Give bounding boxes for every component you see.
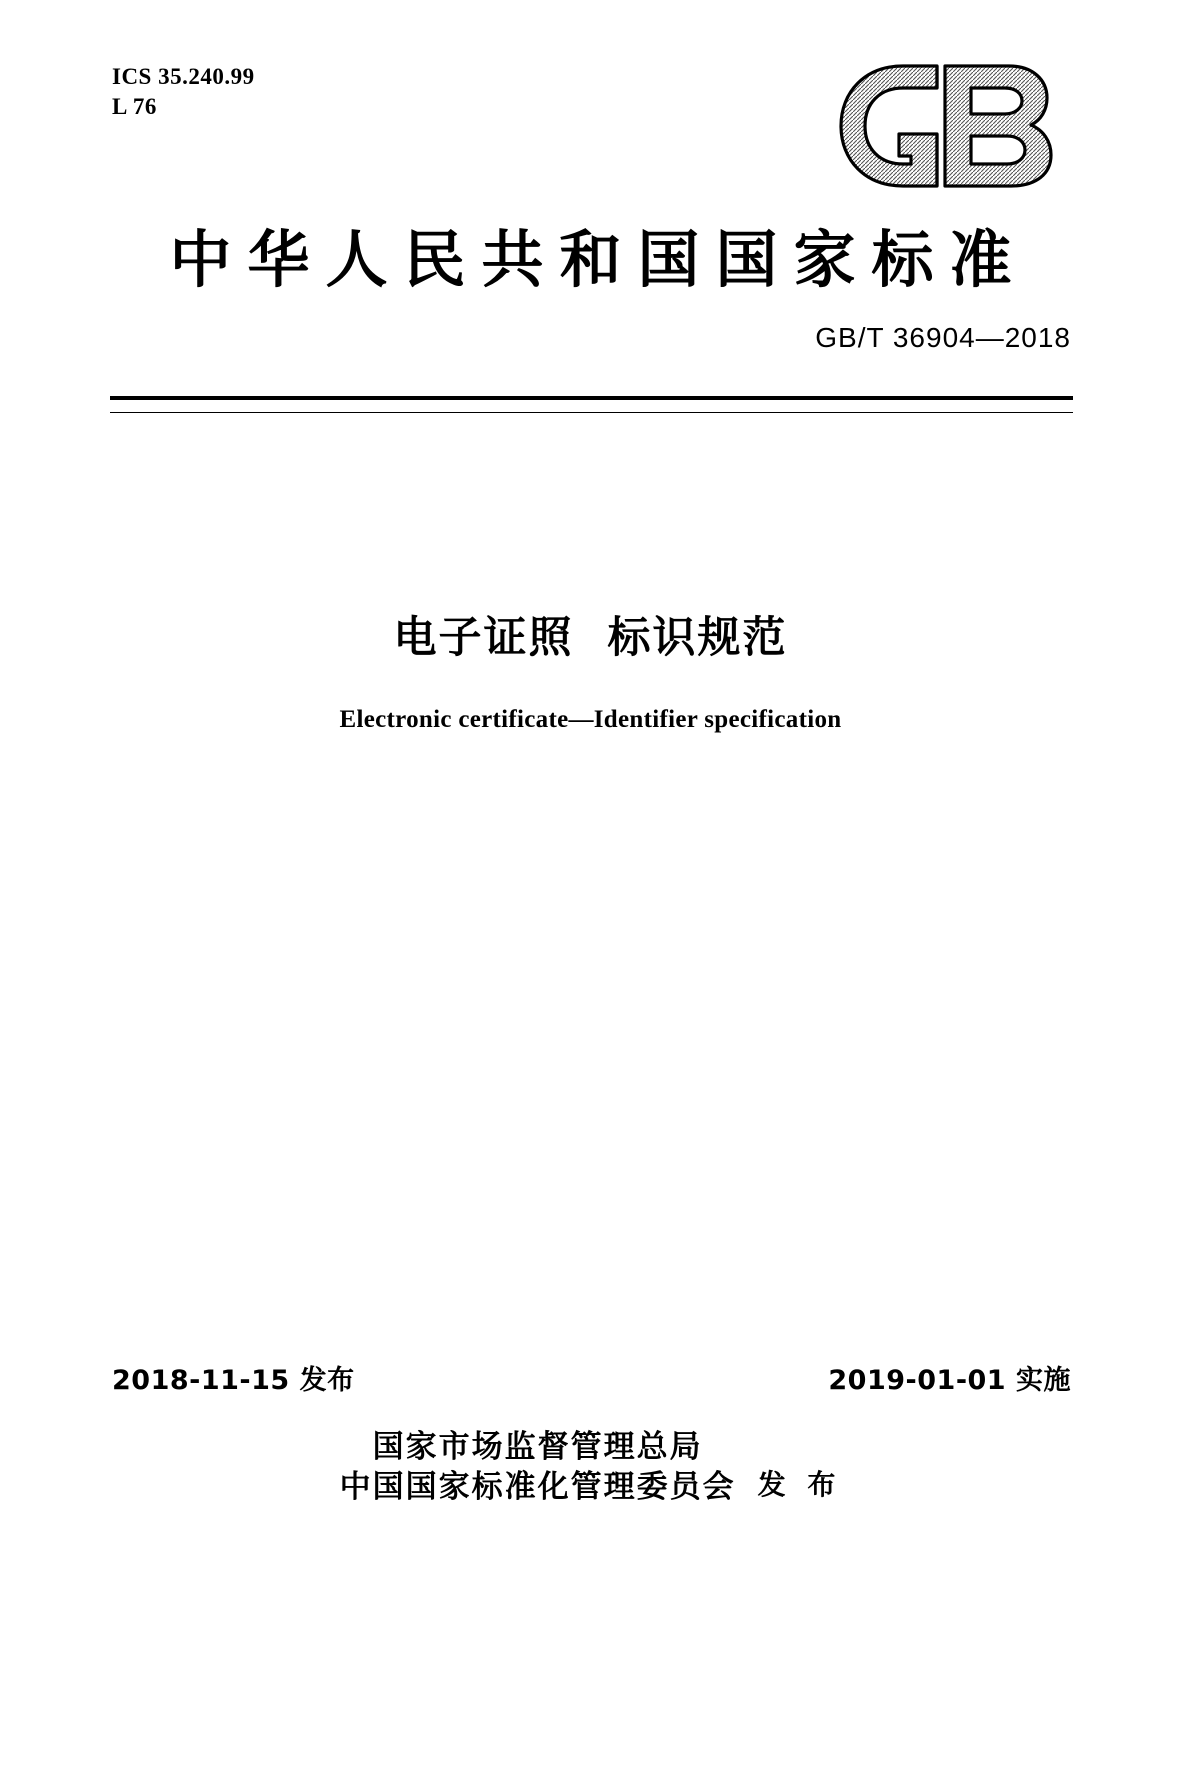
publisher-name-2: 中国国家标准化管理委员会 (339, 1468, 736, 1505)
document-title-chinese: 电子证照 标识规范 (393, 613, 788, 663)
divider-thick (110, 396, 1073, 400)
divider-thin (110, 412, 1073, 413)
publisher-names (340, 1428, 736, 1507)
issue-date: 2018-11-15 发布 (112, 1365, 355, 1396)
ics-code: ICS 35.240.99 (112, 64, 255, 89)
gb-national-standard-logo-icon (833, 60, 1073, 192)
publish-verb: 发 布 (757, 1468, 842, 1502)
effective-date: 2019-01-01 实施 (828, 1365, 1071, 1396)
publisher-name-1: 国家市场监督管理总局 (372, 1429, 703, 1465)
standard-number: GB/T 36904—2018 (815, 322, 1071, 353)
document-title-english: Electronic certificate—Identifier specification (339, 706, 842, 733)
publisher-block (0, 1428, 1181, 1507)
page-title: 中华人民共和国国家标准 (169, 223, 1028, 296)
classification-code: L 76 (112, 94, 157, 120)
ics-block (112, 62, 255, 123)
